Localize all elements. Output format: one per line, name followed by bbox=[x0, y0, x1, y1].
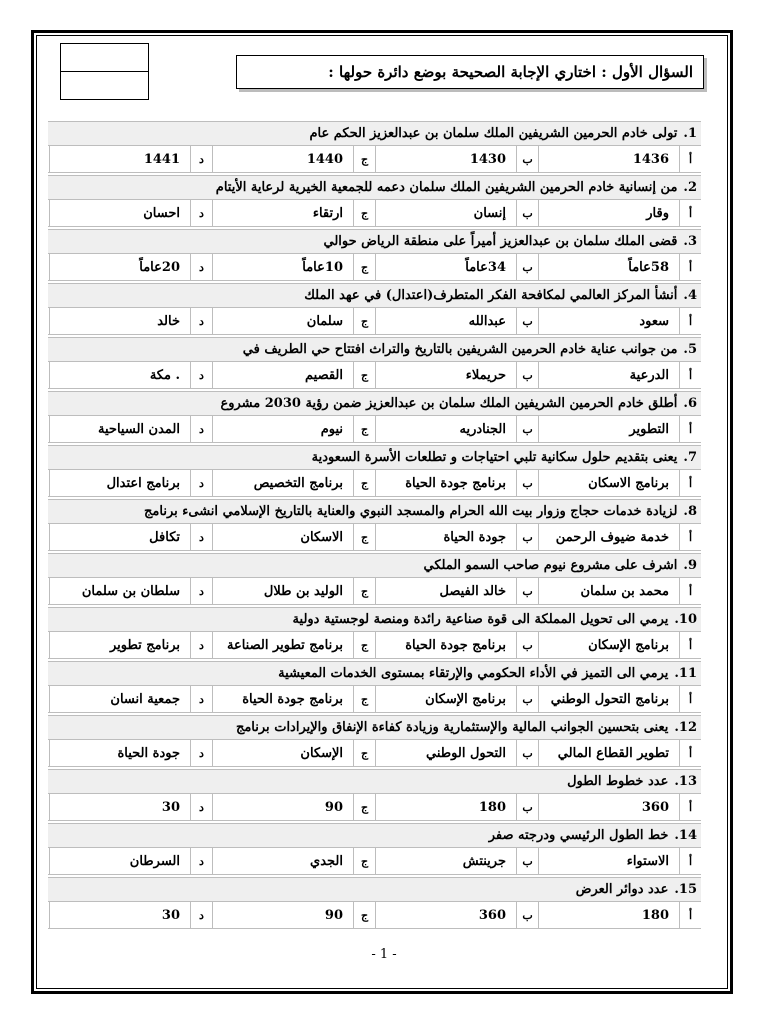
option-letter: ب bbox=[516, 146, 538, 172]
option-choice[interactable]: جمعية انسان bbox=[49, 686, 190, 712]
option-letter: ج bbox=[353, 578, 375, 604]
option-letter: ج bbox=[353, 200, 375, 226]
option-choice[interactable]: جودة الحياة bbox=[375, 524, 516, 550]
option-letter: ج bbox=[353, 632, 375, 658]
options-row bbox=[48, 416, 701, 443]
option-letter: أ bbox=[679, 794, 701, 820]
option-choice[interactable]: جرينتش bbox=[375, 848, 516, 874]
option-letter: د bbox=[190, 146, 212, 172]
option-letter: د bbox=[190, 740, 212, 766]
question-row bbox=[48, 661, 701, 686]
option-choice[interactable]: 1440 bbox=[212, 146, 353, 172]
option-letter: ج bbox=[353, 902, 375, 928]
options-row bbox=[48, 848, 701, 875]
question-row bbox=[48, 607, 701, 632]
option-letter: ب bbox=[516, 524, 538, 550]
option-choice[interactable]: 90 bbox=[212, 902, 353, 928]
option-letter: د bbox=[190, 794, 212, 820]
option-choice[interactable]: السرطان bbox=[49, 848, 190, 874]
option-letter: أ bbox=[679, 686, 701, 712]
option-letter: ج bbox=[353, 146, 375, 172]
option-choice[interactable]: الاستواء bbox=[538, 848, 679, 874]
option-letter: ج bbox=[353, 416, 375, 442]
option-choice[interactable]: الإسكان bbox=[212, 740, 353, 766]
option-letter: د bbox=[190, 254, 212, 280]
option-choice[interactable]: خدمة ضيوف الرحمن bbox=[538, 524, 679, 550]
option-letter: أ bbox=[679, 632, 701, 658]
question-number: 9. bbox=[683, 558, 697, 573]
question-text: اشرف على مشروع نيوم صاحب السمو الملكي bbox=[423, 558, 678, 573]
option-letter: ب bbox=[516, 254, 538, 280]
option-choice[interactable]: 90 bbox=[212, 794, 353, 820]
option-letter: أ bbox=[679, 416, 701, 442]
option-choice[interactable]: 180 bbox=[375, 794, 516, 820]
option-choice[interactable]: 10عاماً bbox=[212, 254, 353, 280]
option-letter: ج bbox=[353, 362, 375, 388]
question-row bbox=[48, 877, 701, 902]
question-row bbox=[48, 391, 701, 416]
question-text: يعنى بتقديم حلول سكانية تلبي احتياجات و تطلعات الأسرة السعودية bbox=[311, 450, 678, 465]
option-choice[interactable]: . مكة bbox=[49, 362, 190, 388]
question-row bbox=[48, 175, 701, 200]
options-row bbox=[48, 794, 701, 821]
option-choice[interactable]: برنامج جودة الحياة bbox=[212, 686, 353, 712]
option-letter: ج bbox=[353, 794, 375, 820]
options-row bbox=[48, 524, 701, 551]
question-text: يرمي الى تحويل المملكة الى قوة صناعية رائدة ومنصة لوجستية دولية bbox=[292, 612, 669, 627]
option-letter: أ bbox=[679, 254, 701, 280]
option-letter: د bbox=[190, 308, 212, 334]
question-number: 14. bbox=[674, 828, 697, 843]
option-choice[interactable]: تكافل bbox=[49, 524, 190, 550]
option-letter: أ bbox=[679, 200, 701, 226]
option-choice[interactable]: برنامج الاسكان bbox=[538, 470, 679, 496]
option-choice[interactable]: حريملاء bbox=[375, 362, 516, 388]
option-letter: د bbox=[190, 686, 212, 712]
option-letter: د bbox=[190, 200, 212, 226]
question-text: تولى خادم الحرمين الشريفين الملك سلمان بن عبدالعزيز الحكم عام bbox=[309, 126, 678, 141]
option-letter: د bbox=[190, 632, 212, 658]
option-choice[interactable]: خالد bbox=[49, 308, 190, 334]
question-number: 3. bbox=[683, 234, 697, 249]
question-text: أطلق خادم الحرمين الشريفين الملك سلمان بن عبدالعزيز ضمن رؤية 2030 مشروع bbox=[220, 396, 678, 411]
option-letter: أ bbox=[679, 902, 701, 928]
option-letter: د bbox=[190, 416, 212, 442]
question-number: 15. bbox=[674, 882, 697, 897]
option-choice[interactable]: عبدالله bbox=[375, 308, 516, 334]
option-choice[interactable]: التطوير bbox=[538, 416, 679, 442]
option-choice[interactable]: برنامج جودة الحياة bbox=[375, 632, 516, 658]
option-choice[interactable]: الجدي bbox=[212, 848, 353, 874]
score-box-divider bbox=[61, 71, 148, 72]
option-letter: د bbox=[190, 578, 212, 604]
option-choice[interactable]: 360 bbox=[538, 794, 679, 820]
option-letter: ب bbox=[516, 794, 538, 820]
option-choice[interactable]: 20عاماً bbox=[49, 254, 190, 280]
option-choice[interactable]: 58عاماً bbox=[538, 254, 679, 280]
option-choice[interactable]: برنامج جودة الحياة bbox=[375, 470, 516, 496]
page-number: - 1 - bbox=[371, 947, 397, 962]
question-row bbox=[48, 337, 701, 362]
question-text: عدد خطوط الطول bbox=[567, 774, 669, 789]
option-choice[interactable]: نيوم bbox=[212, 416, 353, 442]
option-letter: ج bbox=[353, 848, 375, 874]
option-letter: ب bbox=[516, 578, 538, 604]
question-number: 11. bbox=[674, 666, 697, 681]
option-letter: ب bbox=[516, 362, 538, 388]
question-number: 12. bbox=[674, 720, 697, 735]
options-row bbox=[48, 146, 701, 173]
question-text: من جوانب عناية خادم الحرمين الشريفين بالتاريخ والتراث افتتاح حي الطريف في bbox=[242, 342, 678, 357]
question-number: 6. bbox=[683, 396, 697, 411]
option-choice[interactable]: 34عاماً bbox=[375, 254, 516, 280]
option-choice[interactable]: برنامج تطوير الصناعة bbox=[212, 632, 353, 658]
option-letter: د bbox=[190, 470, 212, 496]
question-row bbox=[48, 229, 701, 254]
option-letter: ب bbox=[516, 416, 538, 442]
question-text: خط الطول الرئيسي ودرجته صفر bbox=[488, 828, 669, 843]
option-letter: أ bbox=[679, 740, 701, 766]
option-choice[interactable]: الدرعية bbox=[538, 362, 679, 388]
option-letter: ج bbox=[353, 524, 375, 550]
option-letter: أ bbox=[679, 470, 701, 496]
question-text: قضى الملك سلمان بن عبدالعزيز أميراً على منطقة الرياض حوالي bbox=[323, 234, 678, 249]
options-row bbox=[48, 308, 701, 335]
option-letter: أ bbox=[679, 308, 701, 334]
question-row bbox=[48, 769, 701, 794]
options-row bbox=[48, 686, 701, 713]
option-choice[interactable]: القصيم bbox=[212, 362, 353, 388]
question-text: يعنى بتحسين الجوانب المالية والإستثمارية وزيادة كفاءة الإنفاق والإيرادات برنامج bbox=[235, 720, 669, 735]
question-number: 8. bbox=[683, 504, 697, 519]
option-choice[interactable]: 360 bbox=[375, 902, 516, 928]
options-row bbox=[48, 902, 701, 929]
options-row bbox=[48, 740, 701, 767]
option-choice[interactable]: محمد بن سلمان bbox=[538, 578, 679, 604]
options-row bbox=[48, 470, 701, 497]
option-letter: ب bbox=[516, 740, 538, 766]
option-choice[interactable]: 30 bbox=[49, 794, 190, 820]
option-choice[interactable]: برنامج الإسكان bbox=[538, 632, 679, 658]
options-row bbox=[48, 254, 701, 281]
option-choice[interactable]: الجنادريه bbox=[375, 416, 516, 442]
option-choice[interactable]: 180 bbox=[538, 902, 679, 928]
option-choice[interactable]: سلمان bbox=[212, 308, 353, 334]
question-number: 2. bbox=[683, 180, 697, 195]
option-letter: د bbox=[190, 362, 212, 388]
question-row bbox=[48, 823, 701, 848]
question-row bbox=[48, 283, 701, 308]
option-letter: ب bbox=[516, 632, 538, 658]
option-choice[interactable]: برنامج الإسكان bbox=[375, 686, 516, 712]
question-number: 13. bbox=[674, 774, 697, 789]
option-choice[interactable]: برنامج تطوير bbox=[49, 632, 190, 658]
option-letter: أ bbox=[679, 578, 701, 604]
option-choice[interactable]: برنامج التخصيص bbox=[212, 470, 353, 496]
option-choice[interactable]: خالد الفيصل bbox=[375, 578, 516, 604]
option-letter: ج bbox=[353, 308, 375, 334]
question-row bbox=[48, 499, 701, 524]
option-letter: ب bbox=[516, 200, 538, 226]
option-choice[interactable]: الوليد بن طلال bbox=[212, 578, 353, 604]
option-choice[interactable]: الاسكان bbox=[212, 524, 353, 550]
option-letter: ج bbox=[353, 470, 375, 496]
option-letter: ج bbox=[353, 740, 375, 766]
option-choice[interactable]: برنامج اعتدال bbox=[49, 470, 190, 496]
option-letter: ب bbox=[516, 686, 538, 712]
option-letter: ب bbox=[516, 470, 538, 496]
option-choice[interactable]: جودة الحياة bbox=[49, 740, 190, 766]
question-row bbox=[48, 553, 701, 578]
question-number: 4. bbox=[683, 288, 697, 303]
question-text: أنشأ المركز العالمي لمكافحة الفكر المتطرف(اعتدال) في عهد الملك bbox=[304, 288, 678, 303]
option-letter: ج bbox=[353, 254, 375, 280]
question-text: يرمي الى التميز في الأداء الحكومي والإرتقاء بمستوى الخدمات المعيشية bbox=[278, 666, 669, 681]
option-choice[interactable]: إنسان bbox=[375, 200, 516, 226]
option-choice[interactable]: وقار bbox=[538, 200, 679, 226]
options-row bbox=[48, 200, 701, 227]
question-number: 1. bbox=[683, 126, 697, 141]
question-row bbox=[48, 445, 701, 470]
question-row bbox=[48, 715, 701, 740]
option-letter: ب bbox=[516, 848, 538, 874]
question-number: 7. bbox=[683, 450, 697, 465]
option-letter: أ bbox=[679, 362, 701, 388]
option-letter: أ bbox=[679, 524, 701, 550]
option-letter: ب bbox=[516, 308, 538, 334]
options-row bbox=[48, 578, 701, 605]
section-title: السؤال الأول : اختاري الإجابة الصحيحة بوضع دائرة حولها : bbox=[236, 55, 704, 89]
option-choice[interactable]: 1436 bbox=[538, 146, 679, 172]
option-letter: د bbox=[190, 848, 212, 874]
option-choice[interactable]: 30 bbox=[49, 902, 190, 928]
question-text: عدد دوائر العرض bbox=[575, 882, 669, 897]
option-choice[interactable]: احسان bbox=[49, 200, 190, 226]
option-choice[interactable]: المدن السياحية bbox=[49, 416, 190, 442]
option-choice[interactable]: ارتقاء bbox=[212, 200, 353, 226]
row-spacer bbox=[48, 929, 701, 931]
option-letter: ج bbox=[353, 686, 375, 712]
option-letter: د bbox=[190, 524, 212, 550]
option-choice[interactable]: سلطان بن سلمان bbox=[49, 578, 190, 604]
option-choice[interactable]: التحول الوطني bbox=[375, 740, 516, 766]
option-choice[interactable]: 1441 bbox=[49, 146, 190, 172]
question-number: 10. bbox=[674, 612, 697, 627]
question-text: من إنسانية خادم الحرمين الشريفين الملك سلمان دعمه للجمعية الخيرية لرعاية الأيتام bbox=[215, 180, 678, 195]
option-choice[interactable]: تطوير القطاع المالي bbox=[538, 740, 679, 766]
option-choice[interactable]: 1430 bbox=[375, 146, 516, 172]
questions-table bbox=[48, 121, 701, 931]
option-letter: أ bbox=[679, 146, 701, 172]
options-row bbox=[48, 362, 701, 389]
question-text: لزيادة خدمات حجاج وزوار بيت الله الحرام والمسجد النبوي والعناية بالتاريخ الإسلامي انشىء برنامج bbox=[144, 504, 678, 519]
option-letter: أ bbox=[679, 848, 701, 874]
option-choice[interactable]: سعود bbox=[538, 308, 679, 334]
question-row bbox=[48, 121, 701, 146]
question-number: 5. bbox=[683, 342, 697, 357]
score-box bbox=[60, 43, 149, 100]
option-choice[interactable]: برنامج التحول الوطني bbox=[538, 686, 679, 712]
options-row bbox=[48, 632, 701, 659]
option-letter: د bbox=[190, 902, 212, 928]
option-letter: ب bbox=[516, 902, 538, 928]
